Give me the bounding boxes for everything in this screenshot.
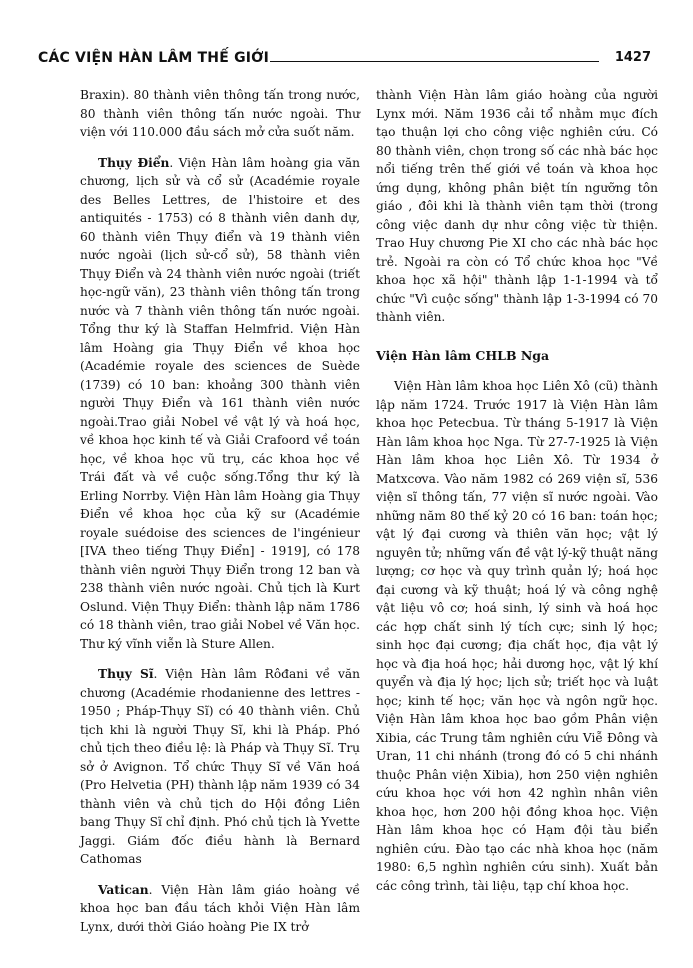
paragraph-text: Braxin). 80 thành viên thông tấn trong nước, 80 thành viên thông tấn nước ngoài. Thư viện với 110.000 đầu sách mở cửa suốt năm. [80, 88, 360, 139]
paragraph-text: . Viện Hàn lâm giáo hoàng về khoa học ban đầu tách khỏi Viện Hàn lâm Lynx, dưới thời Giáo hoàng Pie IX trở [80, 882, 360, 934]
paragraph-russia [376, 377, 658, 895]
running-title: CÁC VIỆN HÀN LÂM THẾ GIỚI [38, 50, 270, 66]
right-column [376, 86, 658, 895]
paragraph-text: thành Viện Hàn lâm giáo hoàng của người Lynx mới. Năm 1936 cải tổ nhằm mục đích tạo thuận lợi cho công việc nghiên cứu. Có 80 thành viên, chọn trong số các nhà bác học nổi tiếng trên thế giới về toán và khoa học ứng dụng, không phân biệt tín ngưỡng tôn giáo , đôi khi là thành viên tạm thời (trong công việc danh dự như công việc từ thiện. Trao Huy chương Pie XI cho các nhà bác học trẻ. Ngoài ra còn có Tổ chức khoa học "Về khoa học xã hội" thành lập 1-1-1994 và tổ chức "Vì cuộc sống" thành lập 1-3-1994 có 70 thành viên. [376, 88, 658, 324]
country-heading: Vatican [98, 882, 149, 897]
section-heading: Viện Hàn lâm CHLB Nga [376, 347, 550, 363]
paragraph [376, 86, 658, 327]
country-heading: Thụy Điển [98, 155, 170, 170]
paragraph-vatican [80, 881, 360, 937]
paragraph-sweden [80, 154, 360, 654]
paragraph-switzerland [80, 665, 360, 869]
country-heading: Thụy Sĩ [98, 667, 154, 681]
header-rule [270, 61, 599, 62]
paragraph-text: . Viện Hàn lâm Rôđani về văn chương (Académie rhodanienne des lettres - 1950 ; Pháp-Thụy Sĩ) có 40 thành viên. Chủ tịch khi là người Thụy Sĩ, khi là Pháp. Phó chủ tịch theo điều lệ: là Pháp và Thụy Sĩ. Trụ sở ở Avignon. Tổ chức Thụy Sĩ về Văn hoá (Pro Helvetia (PH) thành lập năm 1939 có 34 thành viên và chủ tịch do Hội đồng Liên bang Thụy Sĩ chỉ định. Phó chủ tịch là Yvette Jaggi. Giám đốc điều hành là Bernard Cathomas [80, 667, 360, 866]
paragraph-text: Viện Hàn lâm khoa học Liên Xô (cũ) thành lập năm 1724. Trước 1917 là Viện Hàn lâm khoa học Petecbua. Từ tháng 5-1917 là Viện Hàn lâm khoa học Nga. Từ 27-7-1925 là Viện Hàn lâm khoa học Liên Xô. Từ 1934 ở Matxcơva. Vào năm 1982 có 269 viện sĩ, 536 viện sĩ thông tấn, 77 viện sĩ nước ngoài. Vào những năm 80 thế kỷ 20 có 16 ban: toán học; vật lý đại cương và thiên văn học; vật lý nguyên tử; những vấn đề vật lý-kỹ thuật năng lượng; cơ học và quy trình quản lý; hoá học đại cương và kỹ thuật; hoá lý và công nghệ vật liệu vô cơ; hoá sinh, lý sinh và hoá học các hợp chất sinh lý tích cực; sinh lý học; sinh học đại cương; địa chất học, địa vật lý học và địa hoá học; hải dương học, vật lý khí quyển và địa lý học; lịch sử; triết học và luật học; kinh tế học; văn học và ngôn ngữ học. Viện Hàn lâm khoa học bao gồm Phân viện Xibia, các Trung tâm nghiên cứu Viễ Đông và Uran, 11 chi nhánh (trong đó có 5 chi nhánh thuộc Phân viện Xibia), hơn 250 viện nghiên cứu khoa học với hơn 42 nghìn nhân viên khoa học, hơn 200 hội đồng khoa học. Viện Hàn lâm khoa học có Hạm đội tàu biển nghiên cứu. Đào tạo các nhà khoa học (năm 1980: 6,5 nghìn nghiên cứu sinh). Xuất bản các công trình, tài liệu, tạp chí khoa học. [376, 379, 658, 893]
left-column [80, 86, 360, 936]
page-number: 1427 [614, 50, 651, 65]
running-header [38, 50, 651, 72]
paragraph-text: . Viện Hàn lâm hoàng gia văn chương, lịch sử và cổ sử (Académie royale des Belles Lettres, de l'histoire et des antiquités - 1753) có 8 thành viên danh dự, 60 thành viên Thụy điển và 19 thành viên nước ngoài (lịch sử-cổ sử), 58 thành viên Thụy Điển và 24 thành viên nước ngoài (triết học-ngữ văn), 23 thành viên thông tấn trong nước và 7 thành viên thông tấn nước ngoài. Tổng thư ký là Staffan Helmfrid. Viện Hàn lâm Hoàng gia Thụy Điển về khoa học (Académie royale des sciences de Suède (1739) có 10 ban: khoảng 300 thành viên người Thụy Điển và 161 thành viên nước ngoài.Trao giải Nobel về vật lý và hoá học, về khoa học kinh tế và Giải Crafoord về toán học, về khoa học vũ trụ, các khoa học về Trái đất và về cuộc sống.Tổng thư ký là Erling Norrby. Viện Hàn lâm Hoàng gia Thụy Điển về khoa học của kỹ sư (Académie royale suédoise des sciences de l'ingénieur [IVA theo tiếng Thụy Điển] - 1919], có 178 thành viên người Thụy Điển trong 12 ban và 238 thành viên nước ngoài. Chủ tịch là Kurt Oslund. Viện Thụy Điển: thành lập năm 1786 có 18 thành viên, trao giải Nobel về Văn học. Thư ký vĩnh viễn là Sture Allen. [80, 155, 361, 651]
paragraph [80, 86, 360, 142]
